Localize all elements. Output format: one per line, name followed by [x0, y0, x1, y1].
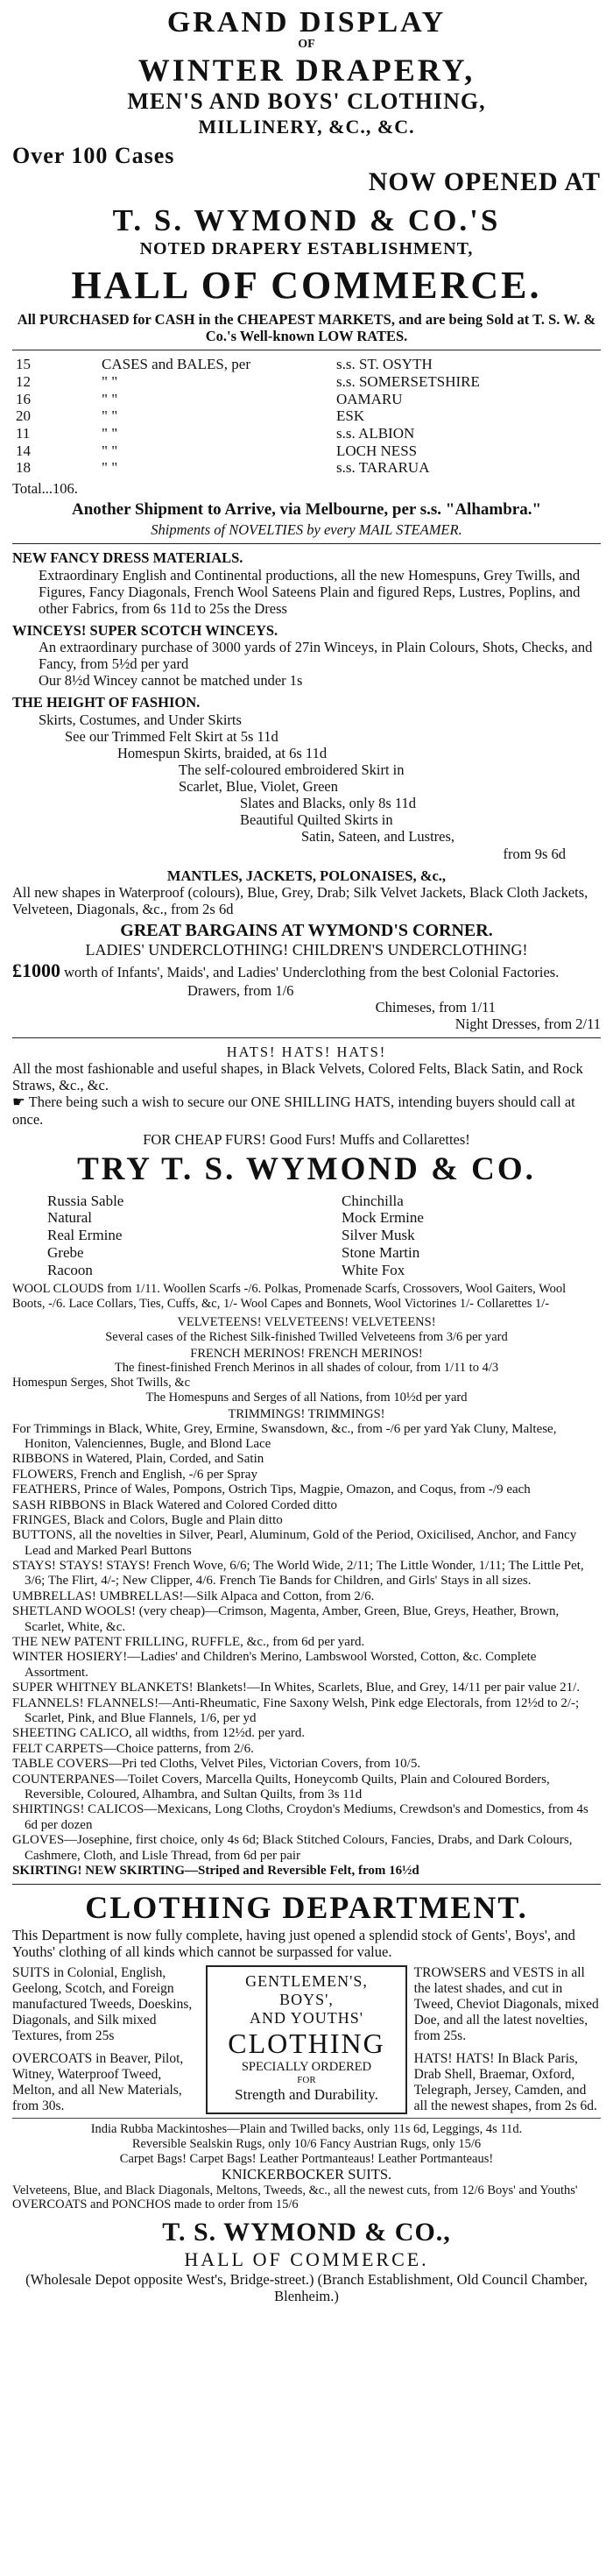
novelties-text: Shipments of NOVELTIES by every MAIL STEAMER.	[151, 521, 462, 539]
table-row: 16 " " OAMARU	[16, 390, 403, 407]
thousand-text	[12, 959, 601, 982]
serges-text: The Homespuns and Serges of all Nations, from 10½d per yard	[145, 1390, 468, 1405]
header	[12, 5, 601, 138]
shipments-table	[12, 356, 601, 477]
mantles-body: All new shapes in Waterproof (colours), Blue, Grey, Drab; Silk Velvet Jackets, Black Cloth Jackets, Velveteen, Diagonals, &c., from 2s 6d	[12, 883, 588, 917]
box-line: BOYS',	[279, 1991, 334, 2009]
list-item: SASH RIBBONS in Black Watered and Colored Corded ditto	[12, 1497, 337, 1512]
fashion-line: Beautiful Quilted Skirts in	[240, 811, 393, 829]
wool-clouds: WOOL CLOUDS from 1/11. Woollen Scarfs -/6. Polkas, Promenade Scarfs, Crossovers, Wool Gaiters, Wool Boots, -/6. Lace Collars, Ties, Cuffs, &c, 1/- Wool Capes and Bonnets, Wool Victorines 1/- Collarettes 1/-	[12, 1282, 567, 1312]
list-item: For Trimmings in Black, White, Grey, Ermine, Swansdown, &c., from -/6 per yard Yak Cluny, Maltese, Honiton, Valenciennes, Bugle, and Blond Lace	[12, 1421, 557, 1451]
fashion-line: from 9s 6d	[503, 845, 566, 862]
box-line: AND YOUTHS'	[249, 2009, 364, 2028]
list-item: SHIRTINGS! CALICOS—Mexicans, Long Cloths, Croydon's Mediums, Crewdson's and Domestics, from 4s 6d per dozen	[12, 1802, 588, 1832]
list-item: GLOVES—Josephine, first choice, only 4s 6d; Black Stitched Colours, Fancies, Drabs, and Dark Colours, Cashmere, Cloth, and Lisle Thread, from 6d per pair	[12, 1833, 573, 1863]
now-opened: NOW OPENED AT	[368, 167, 601, 197]
trowsers-text: TROWSERS and VESTS in all the latest shades, and cut in Tweed, Cheviot Diagonals, mixed Doe, and all the latest novelties, from 25s.	[413, 1965, 599, 2044]
knickerbocker-body: Velveteens, Blue, and Black Diagonals, Meltons, Tweeds, &c., all the newest cuts, from 12/6 Boys' and Youths' OVERCOATS and PONCHOS made to order from 15/6	[12, 2183, 578, 2212]
footer-depot: (Wholesale Depot opposite West's, Bridge-street.) (Branch Establishment, Old Council Chamber, Blenheim.)	[25, 2270, 588, 2304]
thousand-amount: £1000	[12, 959, 60, 982]
clothing-box	[206, 1965, 406, 2114]
fashion-line: Scarlet, Blue, Violet, Green	[179, 778, 338, 796]
box-line: CLOTHING	[228, 2027, 385, 2059]
divider	[12, 1037, 601, 1038]
suits-text: SUITS in Colonial, English, Geelong, Scotch, and Foreign manufactured Tweeds, Doeskins, Diagonals, and Silk mixed Textures, from 25s	[12, 1965, 193, 2044]
table-row: 14 " " LOCH NESS	[16, 442, 418, 459]
list-item: TABLE COVERS—Pri ted Cloths, Velvet Piles, Victorian Covers, from 10/5.	[12, 1757, 421, 1772]
millinery-heading: MILLINERY, &C., &C.	[198, 115, 415, 138]
list-item: SHEETING CALICO, all widths, from 12½d. per yard.	[12, 1726, 306, 1741]
thousand-body: worth of Infants', Maids', and Ladies' Underclothing from the best Colonial Factories.	[64, 964, 560, 981]
try-heading: TRY T. S. WYMOND & CO.	[77, 1150, 536, 1187]
knickerbocker-title: KNICKERBOCKER SUITS.	[221, 2166, 392, 2183]
clothing-columns	[12, 1965, 601, 2114]
clothing-hats-text: HATS! HATS! In Black Paris, Drab Shell, Braemar, Oxford, Telegraph, Jersey, Camden, and all the newest shapes, from 2s 6d.	[413, 2051, 597, 2114]
hats-notice	[12, 1093, 601, 1127]
list-item: Mock Ermine	[342, 1209, 424, 1227]
clothing-department-heading: CLOTHING DEPARTMENT.	[85, 1890, 528, 1926]
clothing-left-column	[12, 1965, 199, 2114]
list-item: FLOWERS, French and English, -/6 per Spray	[12, 1467, 257, 1482]
list-item: Natural	[47, 1209, 92, 1227]
list-item: THE NEW PATENT FRILLING, RUFFLE, &c., from 6d per yard.	[12, 1635, 365, 1650]
list-item: BUTTONS, all the novelties in Silver, Pearl, Aluminum, Gold of the Period, Oxicilised, Anchor, and Fancy Lead and Marked Pearl Buttons	[12, 1528, 577, 1558]
list-item: WINTER HOSIERY!—Ladies' and Children's Merino, Lambswool Worsted, Cotton, &c. Complete Assortment.	[12, 1650, 537, 1680]
chimeses-price: Chimeses, from 1/11	[375, 998, 496, 1016]
divider	[12, 1884, 601, 1885]
fashion-title: THE HEIGHT OF FASHION.	[12, 694, 201, 711]
hats-there: There being such a wish to secure our ONE SHILLING HATS, intending buyers should call at once.	[12, 1093, 575, 1128]
trimmings-title: TRIMMINGS! TRIMMINGS!	[228, 1406, 385, 1421]
fashion-line: The self-coloured embroidered Skirt in	[179, 761, 405, 778]
pointing-hand-icon: ☛	[12, 1093, 29, 1111]
list-item: SKIRTING! NEW SKIRTING—Striped and Reversible Felt, from 16½d	[12, 1863, 419, 1878]
homespun-text: Homespun Serges, Shot Twills, &c	[12, 1376, 191, 1391]
list-item: STAYS! STAYS! STAYS! French Wove, 6/6; The World Wide, 2/11; The Little Wonder, 1/11; The Little Pet, 3/6; The Flirt, 4/-; New Clipper, 4/6. French Tie Bands for Children, and Girls' Stays in all sizes.	[12, 1559, 584, 1589]
mantles-title: MANTLES, JACKETS, POLONAISES, &c.,	[166, 867, 447, 884]
box-line: GENTLEMEN'S,	[245, 1972, 368, 1991]
box-line: Strength and Durability.	[235, 2085, 378, 2103]
list-item: Racoon	[47, 1261, 93, 1278]
table-row: 18 " " s.s. TARARUA	[16, 459, 430, 477]
list-item: Real Ermine	[47, 1227, 123, 1244]
divider	[12, 543, 601, 544]
list-item: Chinchilla	[342, 1192, 404, 1209]
hats-title: HATS! HATS! HATS!	[226, 1044, 387, 1060]
list-item: Stone Martin	[342, 1243, 420, 1261]
box-line: SPECIALLY ORDERED	[241, 2060, 372, 2075]
drawers-price: Drawers, from 1/6	[187, 981, 294, 999]
trimmings-list	[12, 1422, 601, 1879]
noted-establishment: NOTED DRAPERY ESTABLISHMENT,	[139, 238, 474, 258]
footer-firm: T. S. WYMOND & CO.,	[162, 2218, 451, 2247]
list-item: RIBBONS in Watered, Plain, Corded, and Satin	[12, 1452, 264, 1467]
list-item: COUNTERPANES—Toilet Covers, Marcella Quilts, Honeycomb Quilts, Plain and Coloured Borders, Reversible, Coloured, Alhambra, and Sultan Quilts, from 3s 11d	[12, 1772, 550, 1801]
table-row: 11 " " s.s. ALBION	[16, 424, 415, 442]
grand-display-heading: GRAND DISPLAY	[166, 6, 447, 39]
fancy-title: NEW FANCY DRESS MATERIALS.	[12, 549, 243, 567]
list-item: SHETLAND WOOLS! (very cheap)—Crimson, Magenta, Amber, Green, Blue, Greys, Heather, Brown, Scarlet, White, &c.	[12, 1604, 560, 1634]
overcoats-text: OVERCOATS in Beaver, Pilot, Witney, Waterproof Tweed, Melton, and all New Materials, from 30s.	[12, 2051, 184, 2114]
merinos-title: FRENCH MERINOS! FRENCH MERINOS!	[190, 1346, 423, 1361]
night-dresses-price: Night Dresses, from 2/11	[454, 1015, 601, 1032]
hall-of-commerce-heading: HALL OF COMMERCE.	[71, 263, 542, 307]
furs-list	[12, 1192, 601, 1279]
divider	[12, 2118, 601, 2119]
india-rubba: India Rubba Mackintoshes—Plain and Twilled backs, only 11s 6d, Leggings, 4s 11d.	[90, 2122, 523, 2136]
mens-clothing-heading: MEN'S AND BOYS' CLOTHING,	[127, 88, 486, 115]
total-text: Total...106.	[12, 480, 78, 498]
footer-hall: HALL OF COMMERCE.	[184, 2247, 429, 2270]
fashion-line: Satin, Sateen, and Lustres,	[301, 828, 455, 846]
list-item: White Fox	[342, 1261, 405, 1278]
merinos-body: The finest-finished French Merinos in all shades of colour, from 1/11 to 4/3	[114, 1361, 499, 1376]
hats-body: All the most fashionable and useful shapes, in Black Velvets, Colored Felts, Black Satin, and Rock Straws, &c., &c.	[12, 1060, 583, 1094]
velveteens-title: VELVETEENS! VELVETEENS! VELVETEENS!	[177, 1314, 436, 1329]
winceys-body: An extraordinary purchase of 3000 yards of 27in Winceys, in Plain Colours, Shots, Checks, and Fancy, from 5½d per yard	[39, 639, 593, 673]
fancy-body: Extraordinary English and Continental productions, all the new Homespuns, Grey Twills, and Figures, Fancy Diagonals, French Wool Sateens Plain and figured Reps, Lustres, Poplins, and other Fabrics, from 6s 11d to 25s the Dress	[39, 566, 581, 617]
table-row: 12 " " s.s. SOMERSETSHIRE	[16, 372, 480, 390]
of-text: OF	[298, 38, 315, 52]
fashion-line: See our Trimmed Felt Skirt at 5s 11d	[65, 727, 278, 745]
winter-drapery-heading: WINTER DRAPERY,	[137, 52, 476, 88]
clothing-right-column	[414, 1965, 601, 2114]
another-shipment: Another Shipment to Arrive, via Melbourne, per s.s. "Alhambra."	[71, 500, 542, 520]
underclothing-heading: LADIES' UNDERCLOTHING! CHILDREN'S UNDERCLOTHING!	[85, 941, 528, 959]
list-item: UMBRELLAS! UMBRELLAS!—Silk Alpaca and Cotton, from 2/6.	[12, 1589, 375, 1603]
list-item: SUPER WHITNEY BLANKETS! Blankets!—In Whites, Scarlets, Blue, and Grey, 14/11 per pair value 21/.	[12, 1681, 581, 1695]
reversible-rugs: Reversible Sealskin Rugs, only 10/6 Fancy Austrian Rugs, only 15/6	[131, 2136, 482, 2151]
list-item: Silver Musk	[342, 1227, 415, 1244]
table-row: 15 CASES and BALES, per s.s. ST. OSYTH	[16, 356, 433, 373]
box-line: FOR	[297, 2074, 316, 2085]
firm-name: T. S. WYMOND & CO.'S	[112, 203, 501, 238]
list-item: FLANNELS! FLANNELS!—Anti-Rheumatic, Fine Saxony Welsh, Pink edge Electorals, from 12½d to 2/-; Scarlet, Pink, and Blue Flannels, 1/6, per yd	[12, 1695, 580, 1725]
winceys-our: Our 8½d Wincey cannot be matched under 1s	[39, 672, 303, 690]
list-item: Russia Sable	[47, 1192, 124, 1209]
cheap-furs: FOR CHEAP FURS! Good Furs! Muffs and Collarettes!	[143, 1130, 470, 1148]
fashion-line: Slates and Blacks, only 8s 11d	[240, 795, 417, 812]
winceys-title: WINCEYS! SUPER SCOTCH WINCEYS.	[12, 621, 278, 639]
list-item: FELT CARPETS—Choice patterns, from 2/6.	[12, 1741, 254, 1756]
fashion-line: Homespun Skirts, braided, at 6s 11d	[117, 744, 328, 761]
table-row: 20 " " ESK	[16, 407, 365, 425]
list-item: Grebe	[47, 1243, 84, 1261]
over-100-cases: Over 100 Cases	[12, 143, 175, 169]
fashion-line: Skirts, Costumes, and Under Skirts	[39, 711, 242, 728]
list-item: FRINGES, Black and Colors, Bugle and Plain ditto	[12, 1512, 283, 1527]
clothing-intro: This Department is now fully complete, having just opened a splendid stock of Gents', Boys', and Youths' clothing of all kinds which cannot be surpassed for value.	[12, 1927, 575, 1961]
list-item: FEATHERS, Prince of Wales, Pompons, Ostrich Tips, Magpie, Omazon, and Coqus, from -/9 each	[12, 1483, 531, 1497]
bargains-heading: GREAT BARGAINS AT WYMOND'S CORNER.	[120, 921, 493, 941]
carpet-bags: Carpet Bags! Carpet Bags! Leather Portmanteaus! Leather Portmanteaus!	[119, 2151, 494, 2166]
velveteens-body: Several cases of the Richest Silk-finished Twilled Velveteens from 3/6 per yard	[105, 1329, 508, 1344]
purchased-text: All PURCHASED for CASH in the CHEAPEST MARKETS, and are being Sold at T. S. W. & Co.'s Well-known LOW RATES.	[17, 310, 596, 344]
